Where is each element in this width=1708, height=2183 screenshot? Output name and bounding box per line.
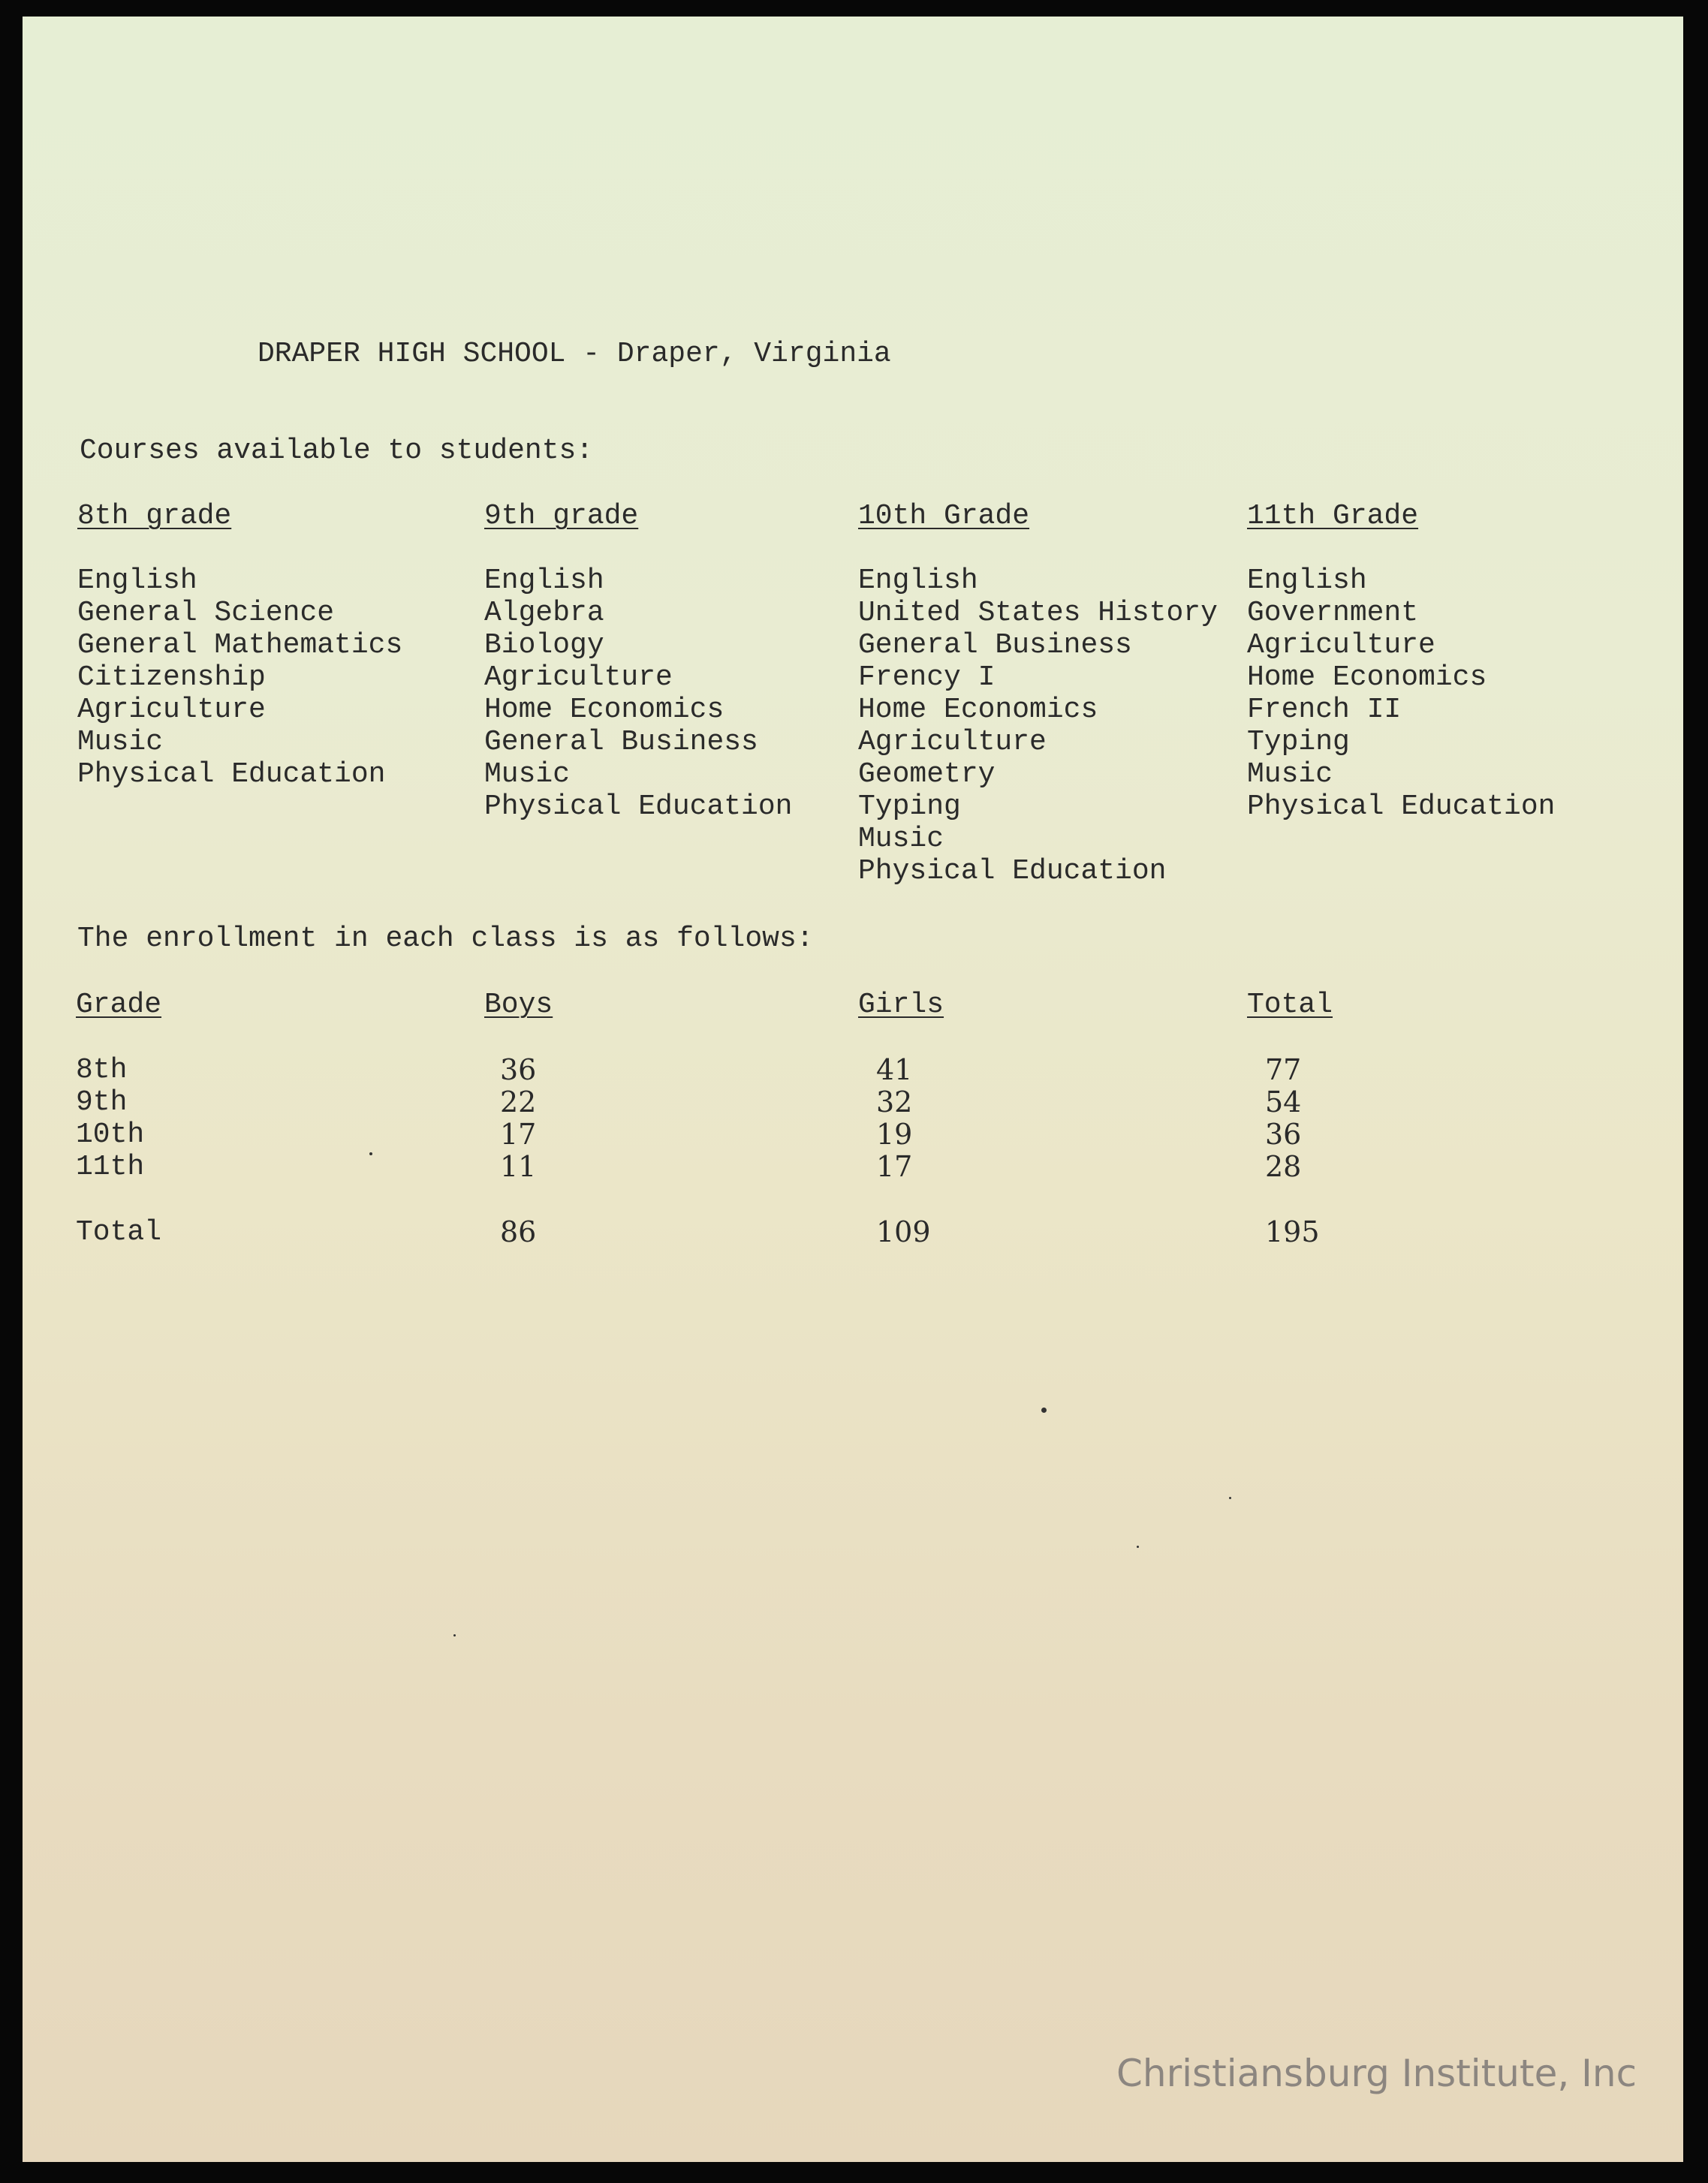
grade-heading-8th: 8th grade (77, 500, 232, 532)
paper-speck (1041, 1408, 1047, 1413)
enrollment-girls: 32 (876, 1085, 913, 1119)
course-item: Physical Education (77, 758, 386, 790)
grade-heading-9th: 9th grade (484, 500, 639, 532)
enrollment-girls: 17 (876, 1150, 913, 1183)
enrollment-grade: 11th (76, 1151, 145, 1183)
course-item: English (858, 565, 978, 597)
course-item: Agriculture (484, 661, 673, 694)
course-item: General Business (858, 629, 1132, 661)
enrollment-header-girls: Girls (858, 989, 944, 1021)
course-item: Frency I (858, 661, 996, 694)
enrollment-boys: 22 (500, 1085, 537, 1119)
enrollment-total: 54 (1265, 1085, 1302, 1119)
enrollment-total: 77 (1265, 1053, 1302, 1086)
enrollment-boys: 17 (500, 1118, 537, 1151)
enrollment-grade: 8th (76, 1054, 128, 1086)
course-item: Biology (484, 629, 604, 661)
course-item: Government (1247, 597, 1419, 629)
course-list-11th (1247, 565, 1555, 823)
enrollment-grade: 10th (76, 1119, 145, 1151)
course-item: Physical Education (484, 790, 793, 823)
enrollment-intro: The enrollment in each class is as follows: (77, 923, 814, 955)
course-item: English (77, 565, 197, 597)
enrollment-total: 36 (1265, 1118, 1302, 1151)
enrollment-total-all: 195 (1265, 1215, 1320, 1248)
course-item: Agriculture (1247, 629, 1435, 661)
course-item: General Mathematics (77, 629, 403, 661)
course-list-10th (858, 565, 1218, 887)
paper-speck (1229, 1497, 1231, 1499)
course-item: Music (77, 726, 164, 758)
enrollment-grade: 9th (76, 1086, 128, 1119)
course-list-9th (484, 565, 792, 823)
course-item: Citizenship (77, 661, 266, 694)
course-item: French II (1247, 694, 1402, 726)
document-title: DRAPER HIGH SCHOOL - Draper, Virginia (258, 338, 891, 370)
grade-heading-11th: 11th Grade (1247, 500, 1419, 532)
course-item: Physical Education (1247, 790, 1556, 823)
course-item: Home Economics (1247, 661, 1487, 694)
enrollment-total-boys: 86 (500, 1215, 537, 1248)
enrollment-header-total: Total (1247, 989, 1333, 1021)
enrollment-boys: 11 (500, 1150, 537, 1183)
enrollment-girls: 41 (876, 1053, 913, 1086)
course-item: Algebra (484, 597, 604, 629)
course-item: Typing (858, 790, 961, 823)
paper-speck (1137, 1546, 1139, 1548)
course-item: General Science (77, 597, 335, 629)
document-page (23, 17, 1683, 2162)
grade-heading-10th: 10th Grade (858, 500, 1030, 532)
course-item: English (1247, 565, 1367, 597)
enrollment-total-girls: 109 (876, 1215, 931, 1248)
enrollment-header-grade: Grade (76, 989, 162, 1021)
course-item: Music (858, 823, 944, 855)
enrollment-header-boys: Boys (484, 989, 553, 1021)
course-item: Music (1247, 758, 1333, 790)
course-item: Physical Education (858, 855, 1167, 887)
enrollment-girls: 19 (876, 1118, 913, 1151)
courses-intro: Courses available to students: (80, 435, 594, 467)
course-item: United States History (858, 597, 1218, 629)
paper-speck (453, 1634, 456, 1636)
paper-speck (369, 1152, 372, 1155)
course-item: Agriculture (77, 694, 266, 726)
course-item: General Business (484, 726, 758, 758)
enrollment-total: 28 (1265, 1150, 1302, 1183)
course-item: Geometry (858, 758, 996, 790)
watermark: Christiansburg Institute, Inc (1116, 2052, 1637, 2095)
enrollment-total-label: Total (76, 1216, 162, 1248)
course-item: Home Economics (858, 694, 1098, 726)
course-item: Typing (1247, 726, 1350, 758)
course-item: Agriculture (858, 726, 1047, 758)
enrollment-boys: 36 (500, 1053, 537, 1086)
course-list-8th (77, 565, 402, 790)
course-item: Home Economics (484, 694, 724, 726)
course-item: Music (484, 758, 571, 790)
course-item: English (484, 565, 604, 597)
